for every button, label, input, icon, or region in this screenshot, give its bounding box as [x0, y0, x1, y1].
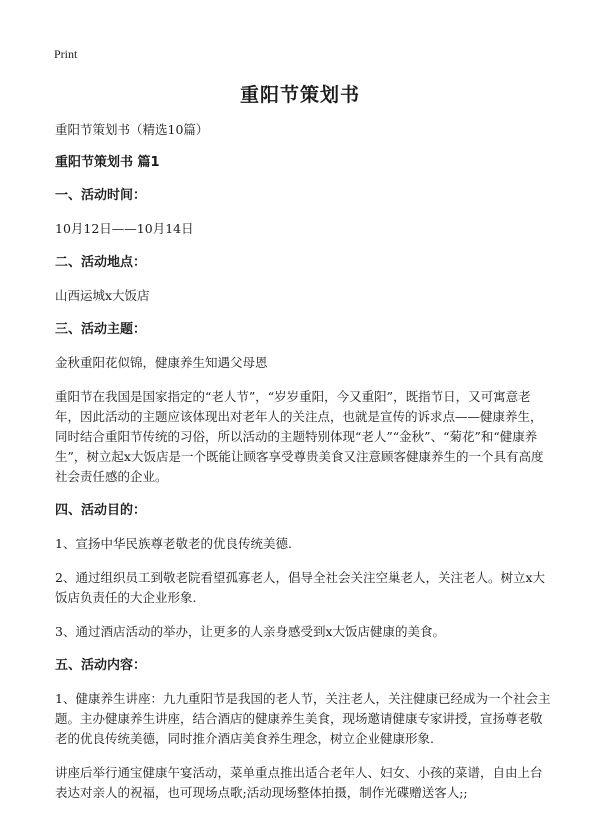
document-body — [55, 120, 551, 817]
section-text-time: 10月12日——10月14日 — [55, 221, 194, 236]
section-heading-time: 一、活动时间： — [55, 188, 147, 203]
section-heading-goal: 四、活动目的： — [55, 503, 147, 518]
section-text-content-2: 讲座后举行通宝健康午宴活动，菜单重点推出适合老年人、妇女、小孩的菜谱，自由上台表达对亲人的祝福，也可现场点歌;活动现场整体拍摄，制作光碟赠送客人;; — [55, 765, 543, 800]
section-text-goal-2: 2、通过组织员工到敬老院看望孤寡老人，倡导全社会关注空巢老人，关注老人。树立x大饭店负责任的大企业形象. — [55, 570, 546, 605]
section-text-goal-3: 3、通过酒店活动的举办，让更多的人亲身感受到x大饭店健康的美食。 — [55, 624, 446, 639]
section-heading-content: 五、活动内容： — [55, 658, 147, 673]
section-heading-theme: 三、活动主题： — [55, 322, 147, 337]
article-heading: 重阳节策划书 篇1 — [55, 155, 160, 170]
section-heading-place: 二、活动地点： — [55, 255, 147, 270]
section-text-goal-1: 1、宣扬中华民族尊老敬老的优良传统美德. — [55, 536, 292, 551]
document-title: 重阳节策划书 — [239, 84, 360, 106]
section-text-content-1: 1、健康养生讲座：九九重阳节是我国的老人节，关注老人，关注健康已经成为一个社会主题。主办健康养生讲座，结合酒店的健康养生美食，现场邀请健康专家讲授，宣扬尊老敬老的优良传统美德，同时推介酒店美食养生理念，树立企业健康形象. — [55, 691, 551, 746]
section-text-theme-desc: 重阳节在我国是国家指定的“老人节”，“岁岁重阳，今又重阳”，既指节日，又可寓意老年，因此活动的主题应该体现出对老年人的关注点，也就是宣传的诉求点——健康养生，同时结合重阳节传统的习俗，所以活动的主题特别体现“老人”“金秋”、“菊花”和“健康养生”，树立起x大饭店是一个既能让顾客享受尊贵美食又注意顾客健康养生的一个具有高度社会责任感的企业。 — [55, 389, 544, 484]
print-link[interactable]: Print — [54, 47, 78, 61]
document-subtitle: 重阳节策划书（精选10篇） — [55, 122, 209, 137]
section-text-place: 山西运城x大饭店 — [55, 288, 150, 303]
section-text-theme: 金秋重阳花似锦，健康养生知遇父母恩 — [55, 355, 268, 370]
